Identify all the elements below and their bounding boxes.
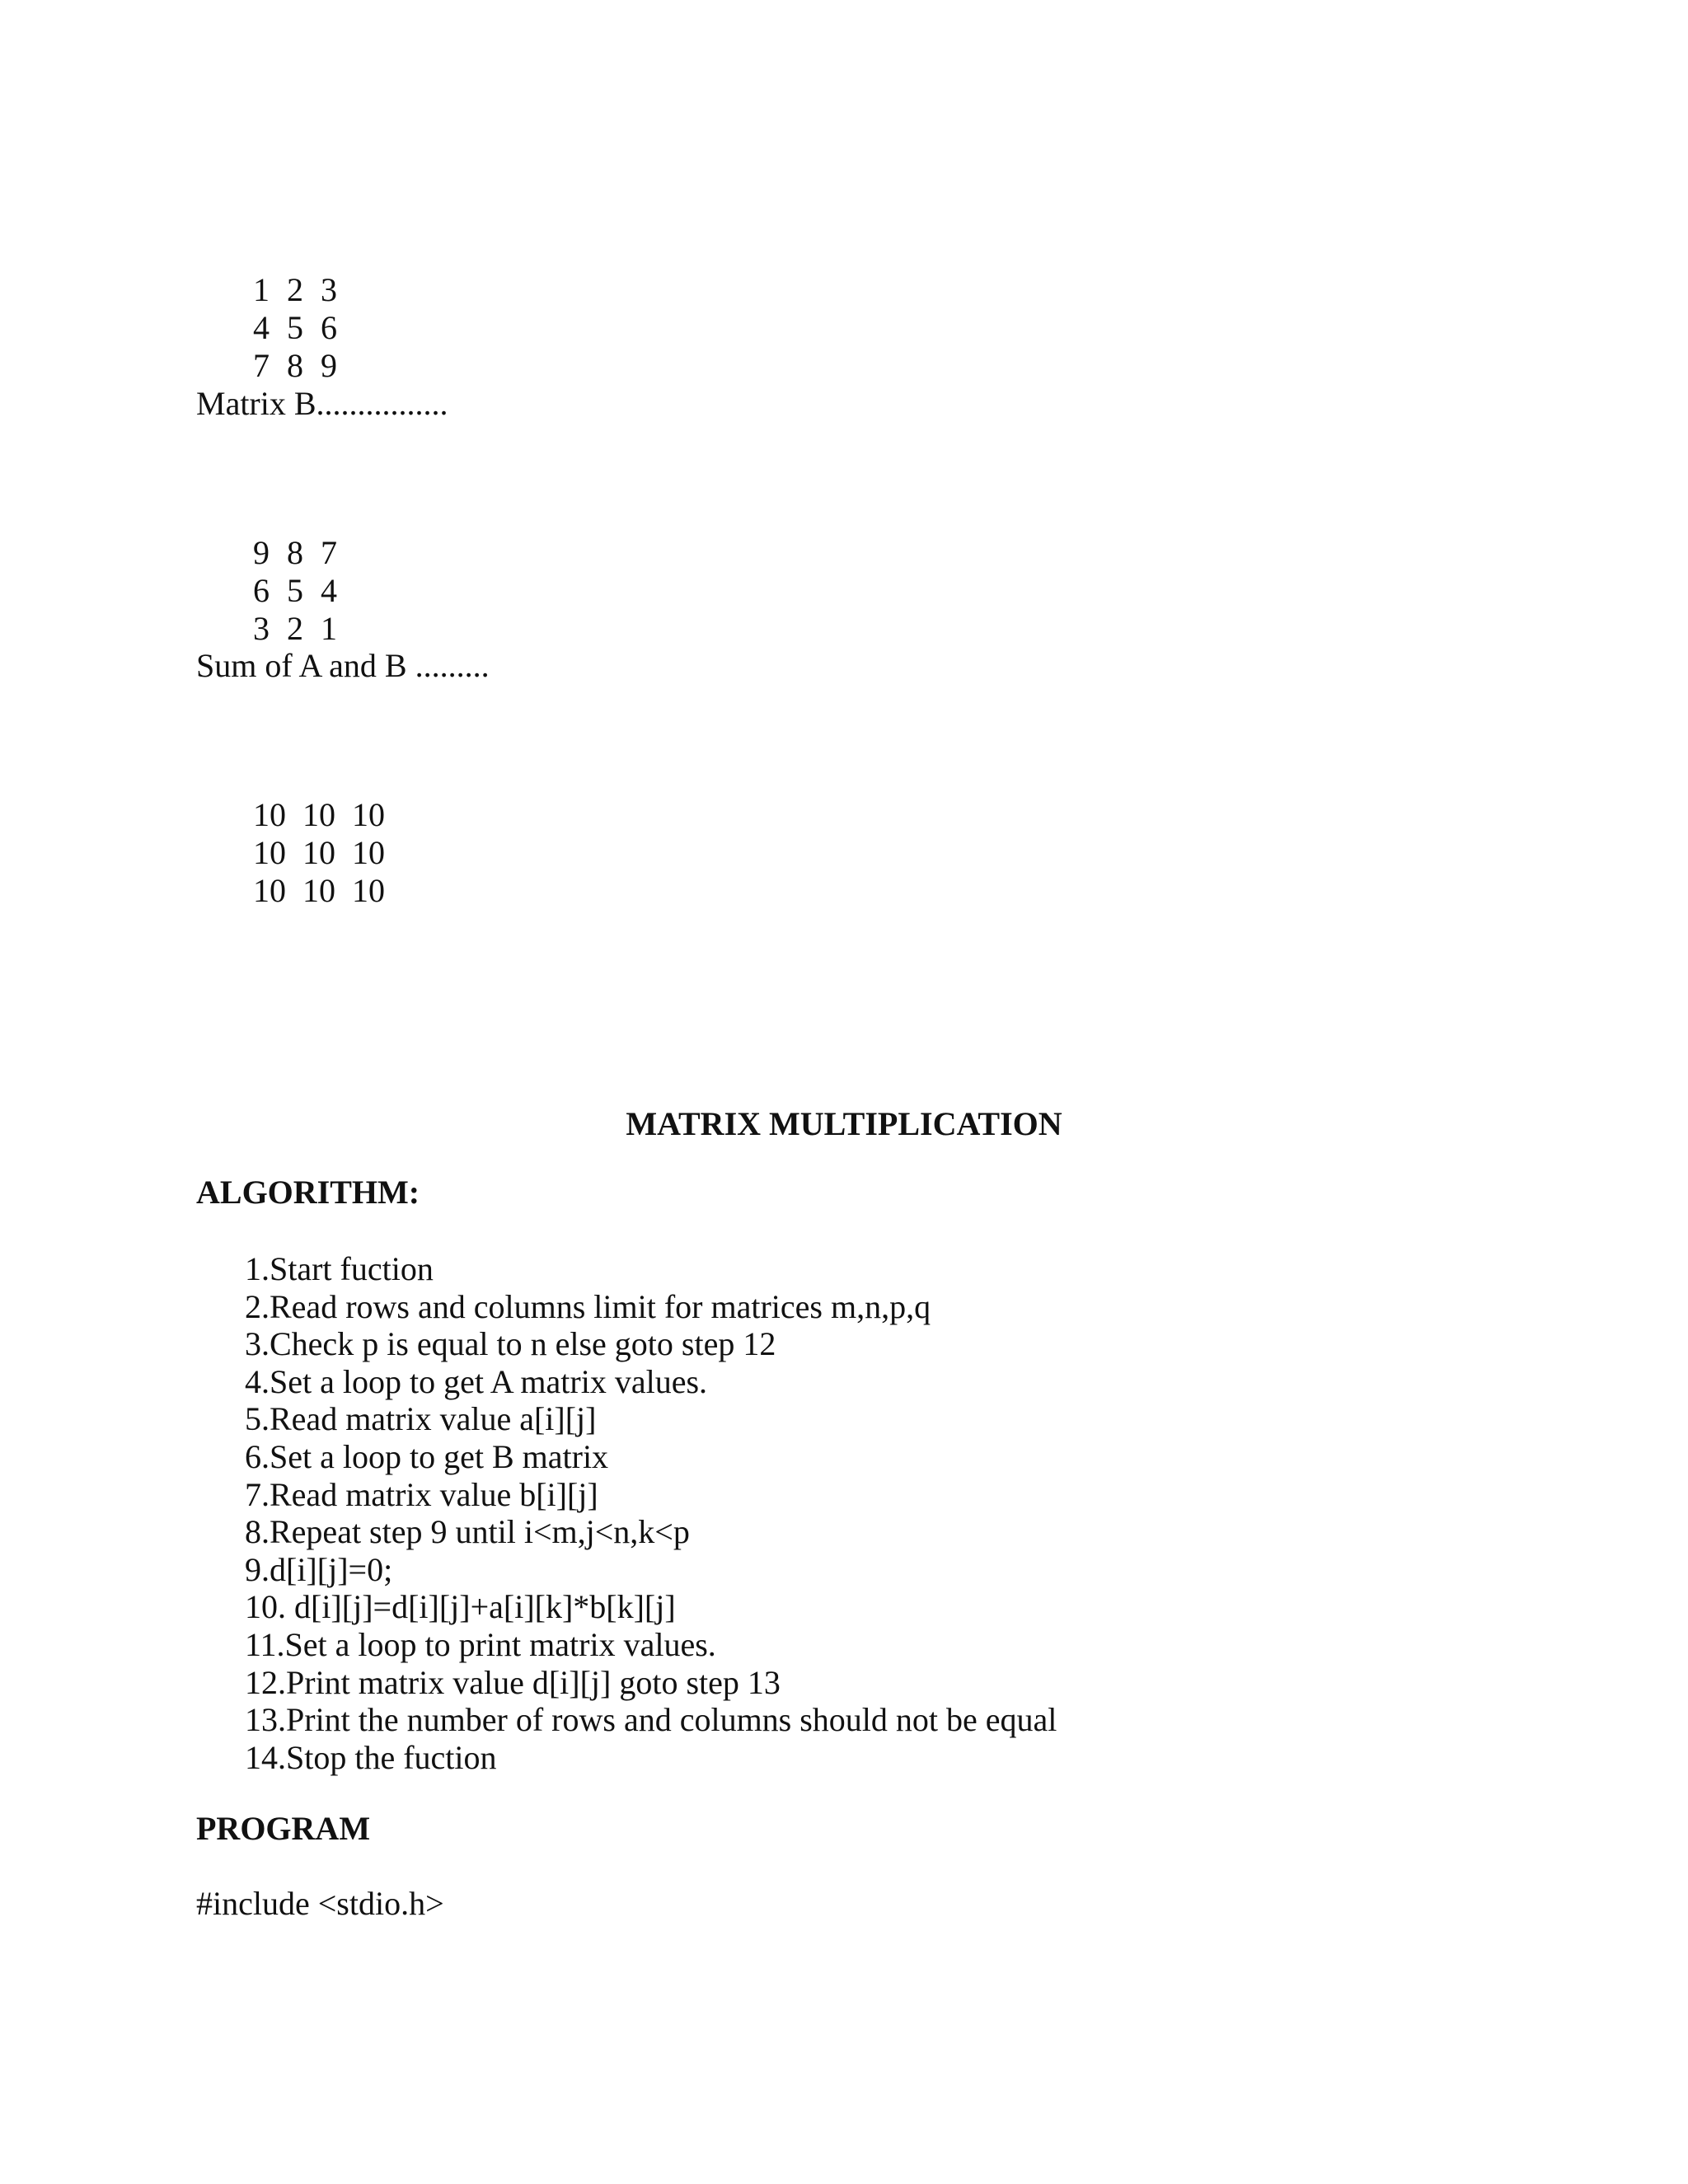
matrix-cell: 10 bbox=[302, 872, 335, 909]
matrix-cell: 4 bbox=[321, 572, 337, 609]
matrix-cell: 3 bbox=[253, 610, 270, 647]
algorithm-step: 3.Check p is equal to n else goto step 12 bbox=[245, 1325, 776, 1363]
matrix-cell: 10 bbox=[253, 796, 286, 833]
algorithm-step: 12.Print matrix value d[i][j] goto step 13 bbox=[245, 1663, 781, 1701]
algorithm-step: 2.Read rows and columns limit for matrices m,n,p,q bbox=[245, 1287, 931, 1325]
matrix-cell: 4 bbox=[253, 309, 270, 346]
sum-label: Sum of A and B ......... bbox=[196, 647, 490, 684]
matrix-b-row bbox=[204, 496, 354, 571]
algorithm-step: 13.Print the number of rows and columns should not be equal bbox=[245, 1701, 1057, 1739]
matrix-cell: 9 bbox=[321, 347, 337, 384]
matrix-cell: 10 bbox=[352, 834, 385, 871]
matrix-cell: 1 bbox=[321, 610, 337, 647]
algorithm-step: 9.d[i][j]=0; bbox=[245, 1550, 393, 1588]
matrix-cell: 6 bbox=[321, 309, 337, 346]
sum-matrix-row bbox=[204, 758, 401, 833]
program-heading: PROGRAM bbox=[196, 1810, 371, 1847]
matrix-cell: 2 bbox=[287, 610, 303, 647]
matrix-cell: 1 bbox=[253, 271, 270, 308]
matrix-cell: 8 bbox=[287, 534, 303, 571]
matrix-cell: 6 bbox=[253, 572, 270, 609]
algorithm-step: 10. d[i][j]=d[i][j]+a[i][k]*b[k][j] bbox=[245, 1588, 676, 1626]
algorithm-step: 14.Stop the fuction bbox=[245, 1738, 497, 1776]
algorithm-step: 6.Set a loop to get B matrix bbox=[245, 1437, 609, 1475]
matrix-cell: 9 bbox=[253, 534, 270, 571]
algorithm-step: 7.Read matrix value b[i][j] bbox=[245, 1475, 598, 1513]
algorithm-step: 8.Repeat step 9 until i<m,j<n,k<p bbox=[245, 1513, 690, 1551]
algorithm-heading: ALGORITHM: bbox=[196, 1174, 420, 1211]
matrix-cell: 5 bbox=[287, 572, 303, 609]
matrix-cell: 10 bbox=[352, 872, 385, 909]
algorithm-step: 11.Set a loop to print matrix values. bbox=[245, 1625, 716, 1663]
matrix-a-row bbox=[204, 233, 354, 308]
matrix-cell: 10 bbox=[352, 796, 385, 833]
algorithm-step: 1.Start fuction bbox=[245, 1250, 434, 1287]
matrix-cell: 10 bbox=[253, 834, 286, 871]
matrix-cell: 3 bbox=[321, 271, 337, 308]
code-include-line: #include <stdio.h> bbox=[196, 1885, 444, 1922]
algorithm-step: 4.Set a loop to get A matrix values. bbox=[245, 1362, 708, 1400]
sum-matrix bbox=[204, 758, 401, 909]
matrix-cell: 10 bbox=[253, 872, 286, 909]
matrix-cell: 7 bbox=[253, 347, 270, 384]
algorithm-step: 5.Read matrix value a[i][j] bbox=[245, 1400, 597, 1438]
matrix-b-label: Matrix B................ bbox=[196, 385, 448, 422]
matrix-a bbox=[204, 233, 354, 384]
section-title: MATRIX MULTIPLICATION bbox=[626, 1105, 1062, 1142]
matrix-cell: 7 bbox=[321, 534, 337, 571]
matrix-cell: 8 bbox=[287, 347, 303, 384]
matrix-cell: 5 bbox=[287, 309, 303, 346]
matrix-cell: 10 bbox=[302, 796, 335, 833]
matrix-b bbox=[204, 496, 354, 647]
matrix-cell: 10 bbox=[302, 834, 335, 871]
algorithm-steps bbox=[245, 1250, 1057, 1776]
matrix-cell: 2 bbox=[287, 271, 303, 308]
